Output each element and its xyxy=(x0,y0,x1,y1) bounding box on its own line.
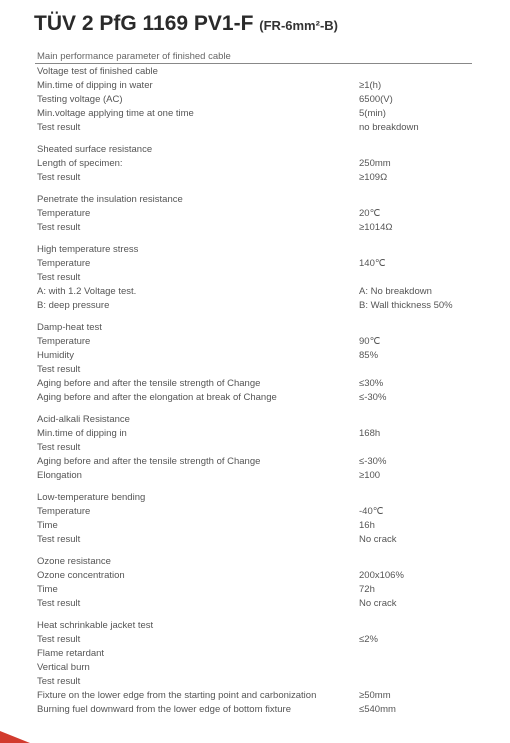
parameter-row xyxy=(37,647,472,661)
parameter-row xyxy=(37,441,472,455)
parameter-value: ≥100 xyxy=(359,470,381,481)
section-header xyxy=(37,193,472,207)
section-gap xyxy=(37,313,472,321)
page-title xyxy=(34,12,338,36)
parameter-value: 250mm xyxy=(359,158,391,169)
parameter-label: Time xyxy=(37,520,58,531)
parameter-row xyxy=(37,597,472,611)
table-heading: Main performance parameter of finished cable xyxy=(37,51,231,62)
section-gap xyxy=(37,611,472,619)
parameter-value: 5(min) xyxy=(359,108,386,119)
section-title: Damp-heat test xyxy=(37,322,102,333)
parameter-row xyxy=(37,455,472,469)
parameter-value: A: No breakdown xyxy=(359,286,432,297)
parameter-row xyxy=(37,107,472,121)
section-gap xyxy=(37,483,472,491)
parameter-row xyxy=(37,221,472,235)
parameter-row xyxy=(37,391,472,405)
parameter-label: Min.voltage applying time at one time xyxy=(37,108,194,119)
parameter-label: Aging before and after the elongation at break of Change xyxy=(37,392,277,403)
parameter-row xyxy=(37,569,472,583)
parameter-label: Aging before and after the tensile strength of Change xyxy=(37,456,261,467)
parameter-value: No crack xyxy=(359,534,397,545)
parameter-value: 140℃ xyxy=(359,258,386,269)
parameter-value: 20℃ xyxy=(359,208,381,219)
parameter-value: 85% xyxy=(359,350,379,361)
parameter-label: Test result xyxy=(37,172,81,183)
parameter-label: Min.time of dipping in water xyxy=(37,80,153,91)
section-title: Sheated surface resistance xyxy=(37,144,153,155)
parameter-row xyxy=(37,505,472,519)
parameter-value: no breakdown xyxy=(359,122,419,133)
parameter-row xyxy=(37,377,472,391)
parameter-value: ≤30% xyxy=(359,378,384,389)
parameter-value: 6500(V) xyxy=(359,94,393,105)
parameter-label: Vertical burn xyxy=(37,662,90,673)
parameter-label: Time xyxy=(37,584,58,595)
parameter-label: Fixture on the lower edge from the starting point and carbonization xyxy=(37,690,317,701)
parameter-row xyxy=(37,675,472,689)
parameter-row xyxy=(37,519,472,533)
parameter-row xyxy=(37,93,472,107)
parameter-value: B: Wall thickness 50% xyxy=(359,300,453,311)
parameter-label: Burning fuel downward from the lower edge of bottom fixture xyxy=(37,704,291,715)
parameter-label: Test result xyxy=(37,598,81,609)
parameter-value: ≥1(h) xyxy=(359,80,382,91)
parameter-row xyxy=(37,349,472,363)
parameter-row xyxy=(37,633,472,647)
parameter-row xyxy=(37,171,472,185)
parameter-label: Test result xyxy=(37,272,81,283)
parameter-row xyxy=(37,79,472,93)
section-header xyxy=(37,143,472,157)
section-gap xyxy=(37,235,472,243)
parameter-value: 200x106% xyxy=(359,570,404,581)
section-header xyxy=(37,65,472,79)
parameter-label: Temperature xyxy=(37,336,91,347)
parameter-row xyxy=(37,703,472,717)
section-title: Ozone resistance xyxy=(37,556,111,567)
parameter-label: Test result xyxy=(37,222,81,233)
section-title: Low-temperature bending xyxy=(37,492,146,503)
parameter-label: Test result xyxy=(37,122,81,133)
section-header xyxy=(37,413,472,427)
parameter-row xyxy=(37,661,472,675)
parameter-row xyxy=(37,285,472,299)
parameter-row xyxy=(37,257,472,271)
parameter-label: Elongation xyxy=(37,470,82,481)
parameter-row xyxy=(37,121,472,135)
section-title: High temperature stress xyxy=(37,244,139,255)
parameter-row xyxy=(37,299,472,313)
parameter-value: 168h xyxy=(359,428,381,439)
parameter-value: ≤540mm xyxy=(359,704,396,715)
parameter-row xyxy=(37,335,472,349)
parameter-label: A: with 1.2 Voltage test. xyxy=(37,286,137,297)
parameter-value: No crack xyxy=(359,598,397,609)
section-header xyxy=(37,491,472,505)
section-header xyxy=(37,243,472,257)
parameter-label: Testing voltage (AC) xyxy=(37,94,123,105)
section-title: Penetrate the insulation resistance xyxy=(37,194,183,205)
parameter-label: Test result xyxy=(37,676,81,687)
parameter-row xyxy=(37,533,472,547)
parameter-label: Test result xyxy=(37,364,81,375)
parameter-row xyxy=(37,583,472,597)
parameter-label: Ozone concentration xyxy=(37,570,125,581)
parameter-row xyxy=(37,157,472,171)
parameter-value: -40℃ xyxy=(359,506,384,517)
parameter-value: ≤-30% xyxy=(359,392,387,403)
parameter-label: Test result xyxy=(37,442,81,453)
parameter-label: Aging before and after the tensile strength of Change xyxy=(37,378,261,389)
parameter-label: Humidity xyxy=(37,350,74,361)
parameter-label: Test result xyxy=(37,534,81,545)
section-gap xyxy=(37,135,472,143)
parameter-value: ≥109Ω xyxy=(359,172,388,183)
parameter-label: Temperature xyxy=(37,506,91,517)
parameter-row xyxy=(37,469,472,483)
parameter-row xyxy=(37,207,472,221)
parameter-value: ≥50mm xyxy=(359,690,391,701)
corner-accent xyxy=(0,731,30,743)
section-title: Acid-alkali Resistance xyxy=(37,414,130,425)
parameter-label: B: deep pressure xyxy=(37,300,110,311)
parameter-row xyxy=(37,427,472,441)
section-gap xyxy=(37,185,472,193)
heading-rule xyxy=(35,63,472,64)
section-title: Voltage test of finished cable xyxy=(37,66,158,77)
parameter-label: Min.time of dipping in xyxy=(37,428,127,439)
title-subtitle: (FR-6mm²-B) xyxy=(259,18,338,33)
parameter-row xyxy=(37,271,472,285)
section-title: Heat schrinkable jacket test xyxy=(37,620,154,631)
parameter-value: ≥1014Ω xyxy=(359,222,393,233)
parameter-label: Flame retardant xyxy=(37,648,105,659)
section-gap xyxy=(37,405,472,413)
section-header xyxy=(37,555,472,569)
parameter-label: Temperature xyxy=(37,258,91,269)
parameter-row xyxy=(37,363,472,377)
parameter-value: 72h xyxy=(359,584,375,595)
parameter-label: Test result xyxy=(37,634,81,645)
parameter-label: Length of specimen: xyxy=(37,158,123,169)
parameter-value: ≤-30% xyxy=(359,456,387,467)
parameter-value: ≤2% xyxy=(359,634,378,645)
parameter-row xyxy=(37,689,472,703)
section-gap xyxy=(37,547,472,555)
parameter-label: Temperature xyxy=(37,208,91,219)
section-header xyxy=(37,619,472,633)
parameter-value: 90℃ xyxy=(359,336,381,347)
parameter-table xyxy=(37,65,472,717)
parameter-value: 16h xyxy=(359,520,375,531)
section-header xyxy=(37,321,472,335)
title-main: TÜV 2 PfG 1169 PV1-F xyxy=(34,12,254,35)
